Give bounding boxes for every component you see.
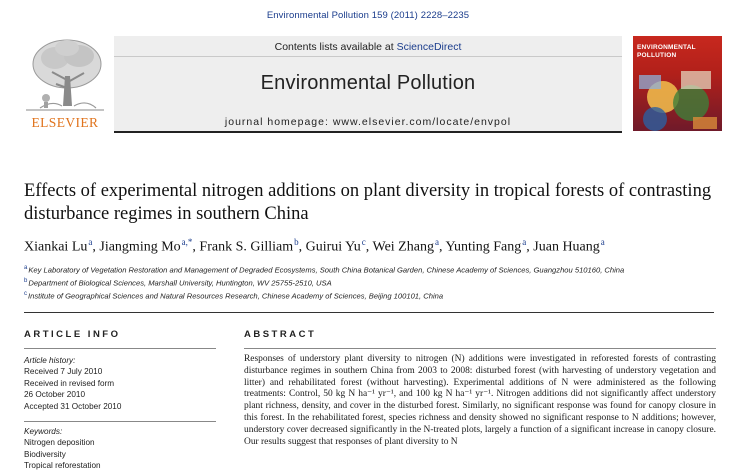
paper-title: Effects of experimental nitrogen additions on plant diversity in tropical forests of contrasting disturbance regimes in southern China	[24, 181, 712, 224]
cover-title-line-1: ENVIRONMENTAL	[637, 44, 696, 51]
affiliation-text: Key Laboratory of Vegetation Restoration and Management of Degraded Ecosystems, South China Botanical Garden, Chinese Academy of Sciences, Guangzhou 510160, China	[28, 265, 625, 275]
cover-title-line-2: POLLUTION	[637, 52, 677, 59]
affiliation-a	[24, 263, 724, 276]
author-affil-sup[interactable]: a	[522, 237, 527, 247]
author-name[interactable]: Wei Zhang	[372, 239, 434, 255]
contents-line	[114, 41, 622, 53]
cover-title	[637, 44, 718, 60]
history-line: 26 October 2010	[24, 390, 85, 399]
journal-title: Environmental Pollution	[260, 72, 476, 94]
author-affil-sup[interactable]: a	[434, 237, 439, 247]
author-name[interactable]: Yunting Fang	[445, 239, 522, 255]
article-history-label: Article history:	[24, 356, 76, 365]
sciencedirect-link[interactable]: ScienceDirect	[396, 41, 462, 53]
elsevier-wordmark: ELSEVIER	[31, 115, 99, 130]
author-name[interactable]: Frank S. Gilliam	[199, 239, 294, 255]
affiliation-b	[24, 276, 724, 289]
author-affil-sup[interactable]: b	[294, 237, 299, 247]
journal-citation[interactable]: Environmental Pollution 159 (2011) 2228–2235	[266, 10, 470, 21]
affiliation-marker: a	[24, 265, 28, 271]
abstract-section	[244, 329, 716, 448]
elsevier-tree-icon	[22, 36, 108, 114]
author-list: Xiankai Lu$^a$, Jiangming $Mo^{a,*}$, Frank S. Gilliam$^b$, Guirui Yu$^c$, Wei Zhang$^a$, Yunting Fang$^a$, Juan Huang$^a$	[24, 237, 605, 255]
affiliation-marker: b	[24, 278, 28, 285]
divider	[244, 348, 716, 349]
history-line: Received in revised form	[24, 378, 115, 388]
keyword-item: Nitrogen deposition	[24, 438, 95, 447]
history-line: Accepted 31 October 2010	[24, 401, 122, 411]
affiliation-c	[24, 289, 724, 302]
author-affil-sup[interactable]: c	[361, 237, 366, 247]
journal-homepage-link[interactable]: journal homepage: www.elsevier.com/locate/envpol	[224, 116, 512, 128]
cover-art-icon	[633, 63, 722, 131]
affiliations	[24, 263, 724, 302]
affiliation-text: Institute of Geographical Sciences and Natural Resources Research, Chinese Academy of Sciences, Beijing 100101, China	[28, 291, 444, 301]
journal-header-box	[114, 36, 622, 133]
author-affil-sup[interactable]: a	[600, 237, 605, 247]
divider	[24, 421, 216, 422]
contents-prefix: Contents lists available at	[274, 41, 397, 53]
author-affil-sup[interactable]: a	[88, 237, 93, 247]
author-name[interactable]: Xiankai Lu	[24, 239, 88, 255]
masthead	[22, 36, 722, 131]
article-info-heading: ARTICLE INFO	[24, 329, 121, 340]
author-name[interactable]: Jiangming Mo	[99, 239, 181, 255]
divider	[24, 312, 714, 313]
affiliation-marker: c	[24, 291, 27, 298]
author-name[interactable]: Guirui Yu	[305, 239, 361, 255]
history-line: Received 7 July 2010	[24, 367, 103, 376]
elsevier-logo[interactable]	[22, 36, 108, 131]
journal-cover-thumbnail[interactable]	[633, 36, 722, 131]
keyword-item: Biodiversity	[24, 449, 66, 459]
keyword-item: Tropical reforestation	[24, 461, 101, 470]
article-info-panel	[24, 329, 216, 472]
author-affil-sup[interactable]: a,*	[181, 237, 193, 247]
divider	[24, 348, 216, 349]
keywords-label: Keywords:	[24, 427, 63, 436]
abstract-text: Responses of understory plant diversity to nitrogen (N) additions were investigated in reforested forests of contrasting disturbance regimes in southern China from 2003 to 2008: disturbed forest (with harvesting of understory vegetation and litter) and rehabilitated forest (without harvesting). Experimental additions of N were administered as the following treatments: Control, 50 kg N ha⁻¹ yr⁻¹, and 100 kg N ha⁻¹ yr⁻¹. Nitrogen additions did not significantly affect understory plant richness, density, and cover in the disturbed forest. Similarly, no significant response was found for canopy closure in this forest. In the rehabilitated forest, species richness and density showed no significant response to N additions; however, understory cover decreased significantly in the N-treated plots, largely a function of a significant increase in canopy closure. Our results suggest that responses of plant diversity to N	[244, 354, 716, 447]
affiliation-text: Department of Biological Sciences, Marshall University, Huntington, WV 25755-2510, USA	[28, 278, 332, 288]
author-name[interactable]: Juan Huang	[533, 239, 600, 255]
abstract-heading: ABSTRACT	[244, 329, 317, 340]
